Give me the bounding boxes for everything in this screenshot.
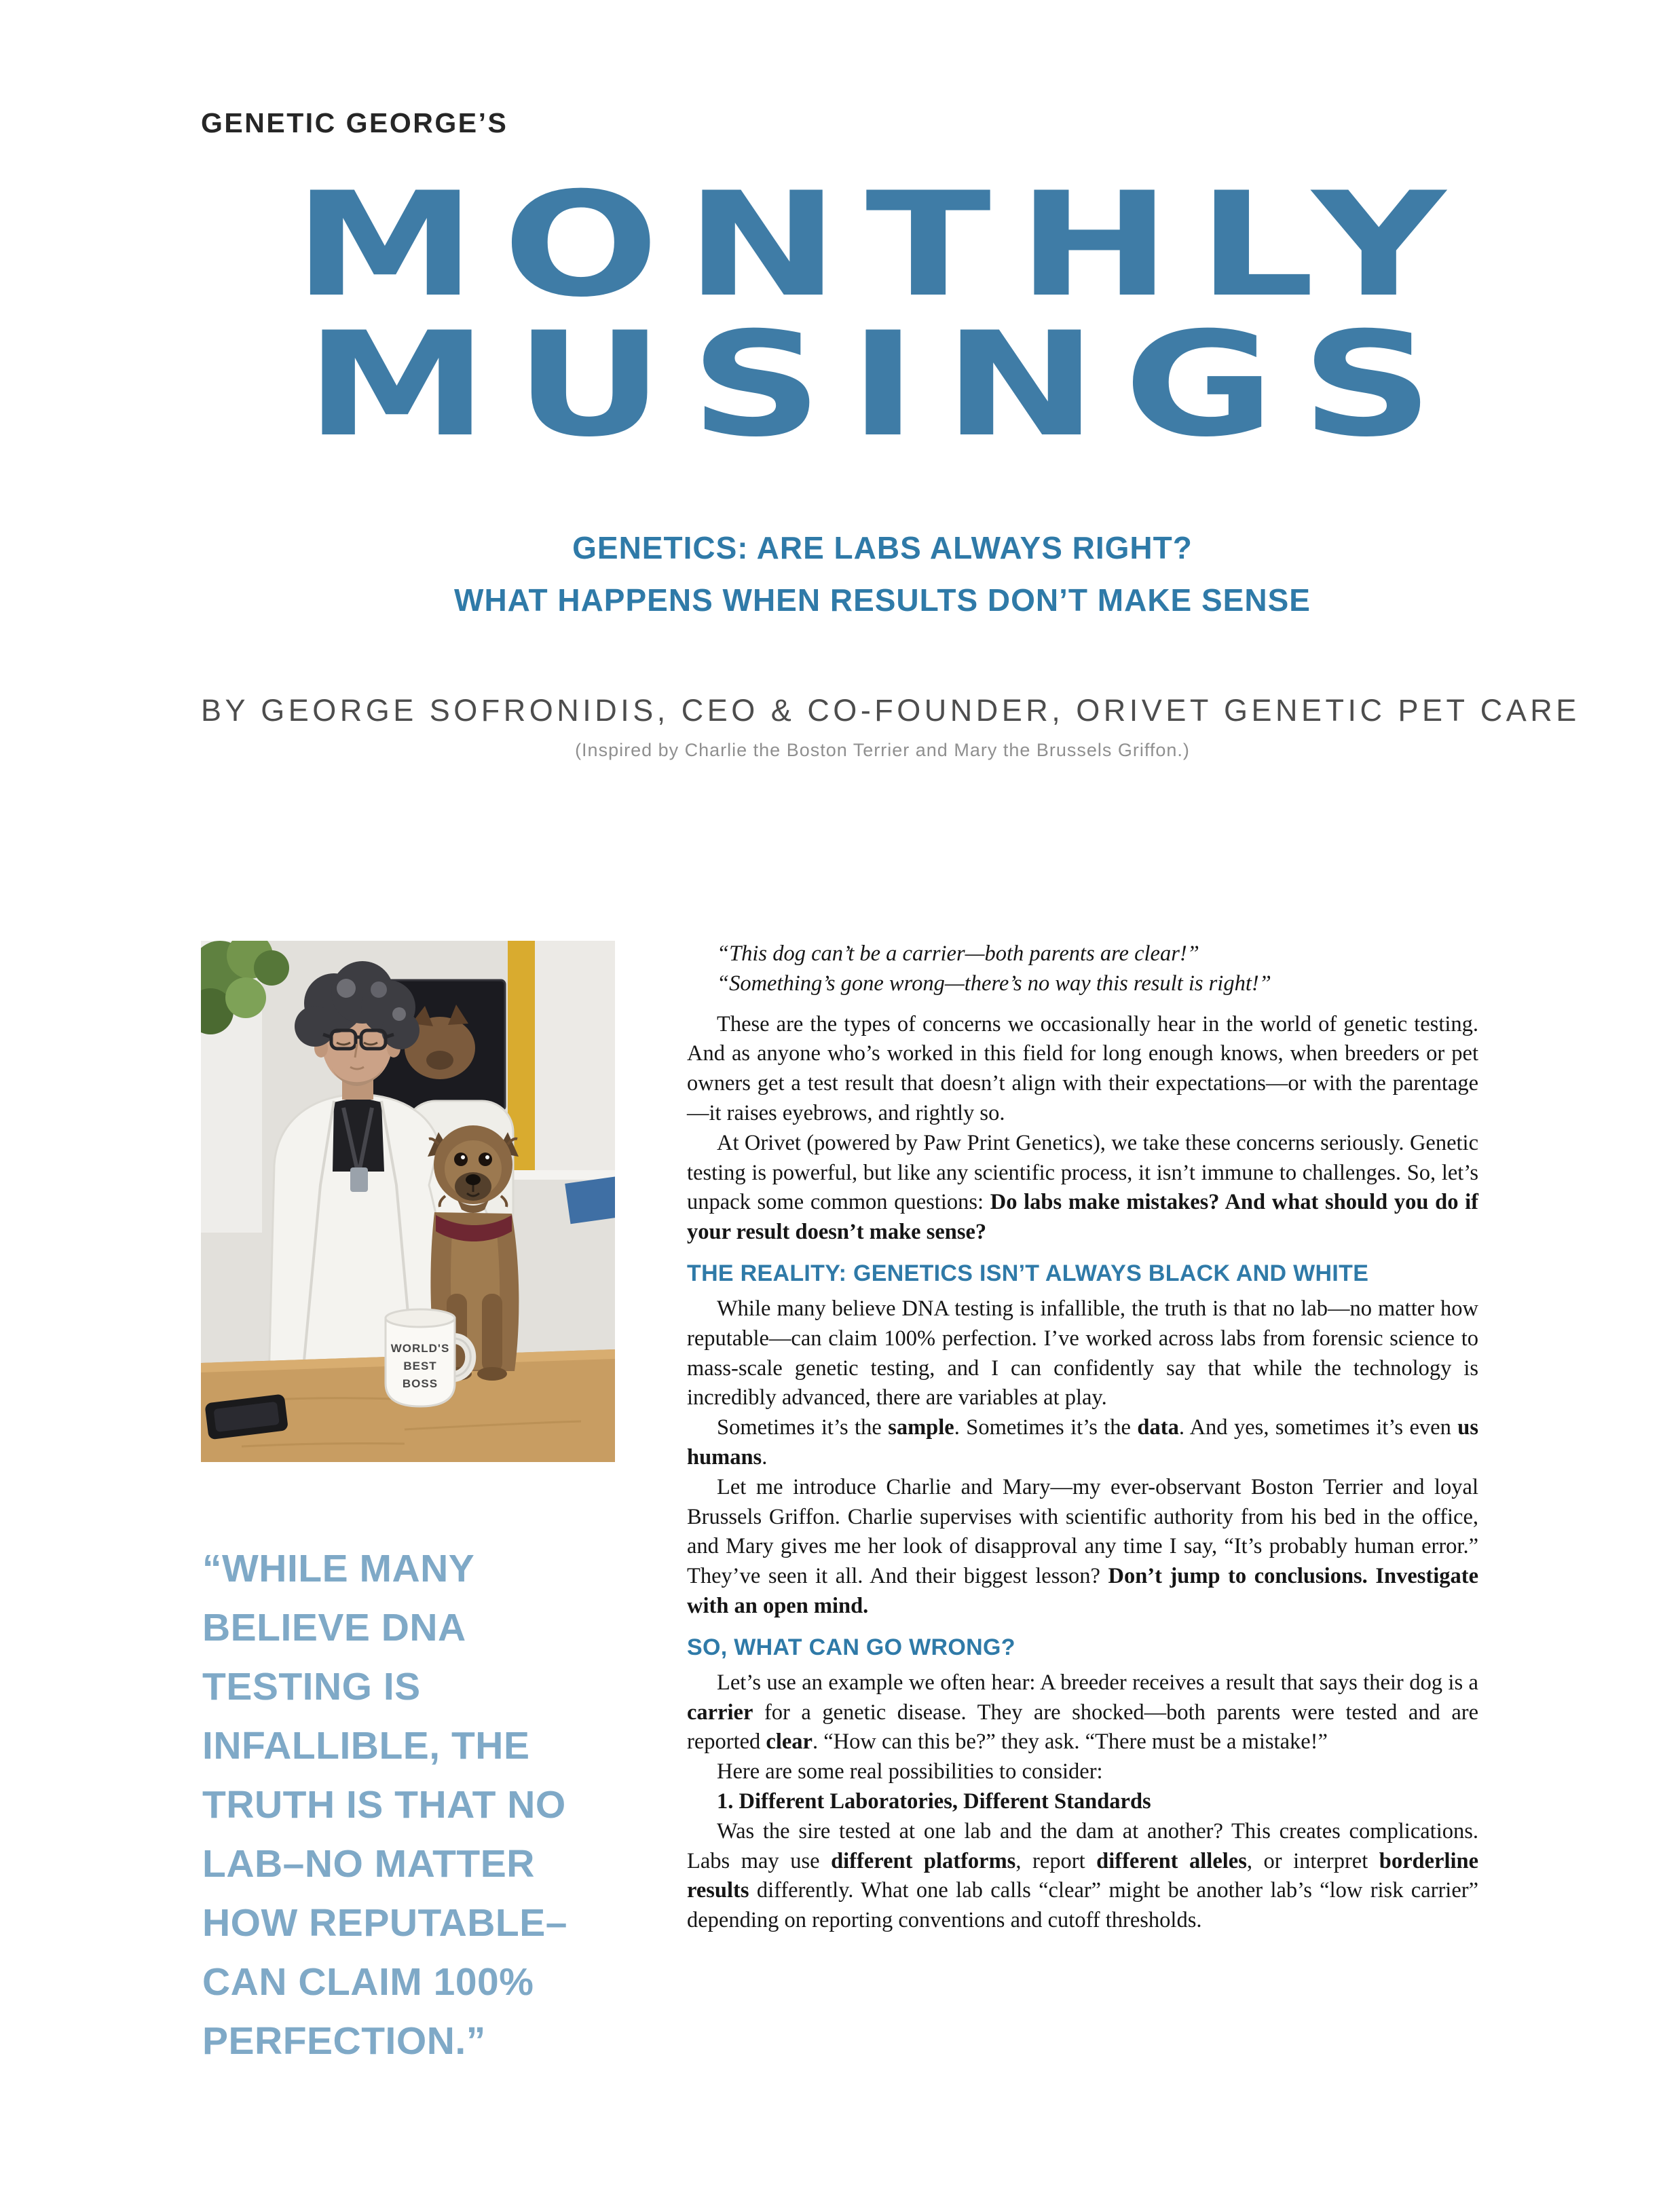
mug-text-line-2: BEST <box>403 1360 437 1372</box>
paragraph: Here are some real possibilities to consider: <box>717 1759 1103 1784</box>
credit-line: (Inspired by Charlie the Boston Terrier and Mary the Brussels Griffon.) <box>575 740 1190 760</box>
pull-quote-line: TESTING IS <box>202 1665 421 1708</box>
photo-illustration <box>201 941 615 1462</box>
paragraph: While many believe DNA testing is infallible, the truth is that no lab—no matter how reputable—can claim 100% perfection. I’ve worked across labs from forensic science to mass-scale genetic testing, and I can confidently say that while the technology is incredibly advanced, there are variables at play. <box>687 1296 1478 1410</box>
article-subtitle <box>88 522 1677 626</box>
dog-nose <box>466 1174 481 1185</box>
paragraph: 1. Different Laboratories, Different Standards <box>717 1789 1151 1814</box>
badge <box>350 1167 368 1192</box>
title-line-2: MUSINGS <box>305 301 1460 468</box>
pull-quote-line: HOW REPUTABLE– <box>202 1901 567 1945</box>
pull-quote-line: INFALLIBLE, THE <box>202 1724 530 1767</box>
blue-folder <box>565 1176 615 1224</box>
pull-quote-line: LAB–NO MATTER <box>202 1842 535 1886</box>
kicker: GENETIC GEORGE’S <box>201 107 508 138</box>
pull-quote-line: PERFECTION.” <box>202 2019 486 2063</box>
paragraph: These are the types of concerns we occasionally hear in the world of genetic testing. And as anyone who’s worked in this field for long enough knows, when breeders or pet owners get a test result that doesn’t align with their expectations—or with the parentage—it raises eyebrows, and rightly so. <box>687 1011 1478 1125</box>
section-heading: SO, WHAT CAN GO WRONG? <box>687 1634 1015 1660</box>
quote-line: “This dog can’t be a carrier—both parents are clear!” <box>717 941 1199 966</box>
shelf-edge <box>508 1170 615 1180</box>
pull-quote <box>202 1539 677 2071</box>
paragraph: Sometimes it’s the sample. Sometimes it’s the data. And yes, sometimes it’s even us humans. <box>687 1415 1478 1470</box>
author-photo <box>201 941 615 1462</box>
subtitle-line-2: WHAT HAPPENS WHEN RESULTS DON’T MAKE SENSE <box>454 582 1311 618</box>
pull-quote-line: BELIEVE DNA <box>202 1606 466 1649</box>
wall-cabinet <box>535 941 615 1170</box>
paragraph: Was the sire tested at one lab and the dam at another? This creates complications. Labs may use different platforms, report different alleles, or interpret borderline results differently. What one lab calls “clear” might be another lab’s “low risk carrier” depending on reporting conventions and cutoff thresholds. <box>687 1818 1478 1933</box>
paragraph: Let’s use an example we often hear: A breeder receives a result that says their dog is a carrier for a genetic disease. They are shocked—both parents were tested and are reported clear. “How can this be?” they ask. “There must be a mistake!” <box>687 1670 1478 1755</box>
article-body <box>687 939 1478 1936</box>
title-line-1: MONTHLY <box>293 161 1472 329</box>
paragraph: At Orivet (powered by Paw Print Genetics), we take these concerns seriously. Genetic testing is powerful, but like any scientific process, it isn’t immune to challenges. So, let’s unpack some common questions: Do labs make mistakes? And what should you do if your result doesn’t make sense? <box>687 1130 1478 1245</box>
byline: BY GEORGE SOFRONIDIS, CEO & CO-FOUNDER, ORIVET GENETIC PET CARE <box>201 693 1580 728</box>
section-heading: THE REALITY: GENETICS ISN’T ALWAYS BLACK AND WHITE <box>687 1260 1369 1286</box>
pull-quote-line: CAN CLAIM 100% <box>202 1960 534 2004</box>
tshirt <box>333 1097 384 1172</box>
paragraph: Let me introduce Charlie and Mary—my ever-observant Boston Terrier and loyal Brussels Griffon. Charlie supervises with scientific authority from his bed in the office, and Mary gives me her look of disapproval any time I say, “It’s probably human error.” They’ve seen it all. And their biggest lesson? Don’t jump to conclusions. Investigate with an open mind. <box>687 1474 1478 1618</box>
subtitle-line-1: GENETICS: ARE LABS ALWAYS RIGHT? <box>572 530 1193 565</box>
pull-quote-line: “WHILE MANY <box>202 1547 475 1590</box>
magazine-title <box>88 161 1677 468</box>
mug-text-line-3: BOSS <box>402 1377 438 1390</box>
mug-text-line-1: WORLD'S <box>390 1342 450 1355</box>
quote-line: “Something’s gone wrong—there’s no way this result is right!” <box>717 971 1271 996</box>
pull-quote-line: TRUTH IS THAT NO <box>202 1783 566 1827</box>
